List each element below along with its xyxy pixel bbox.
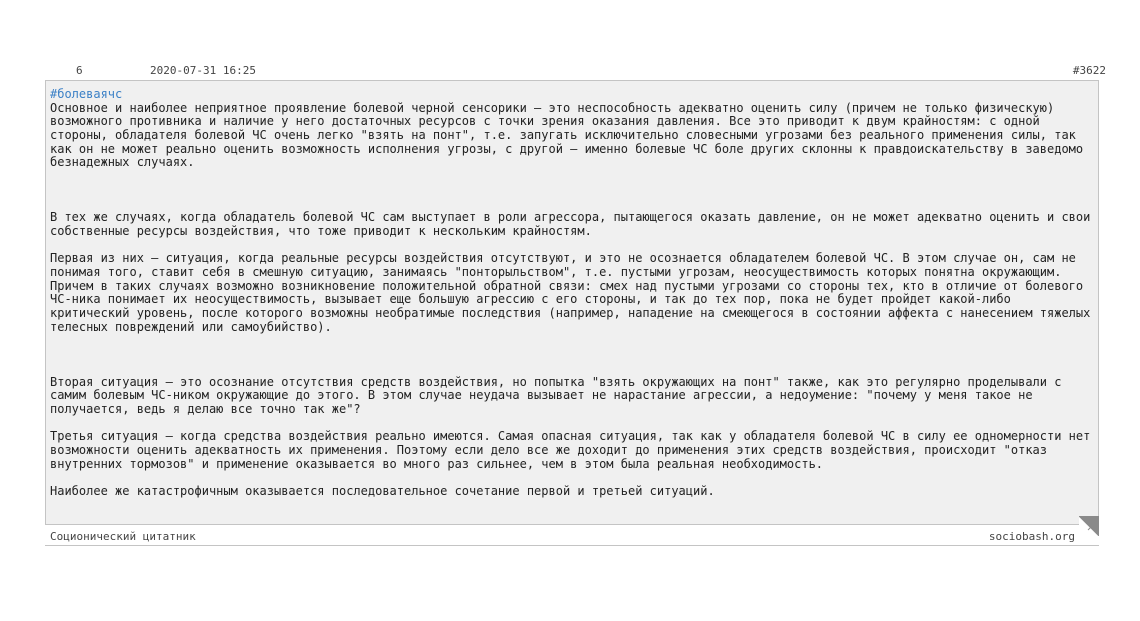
site-domain-link[interactable]: sociobash.org	[988, 530, 1075, 543]
quote-date: 2020-07-31 16:25	[150, 64, 256, 77]
quote-header	[45, 64, 1107, 80]
quote-tag-link[interactable]: #болеваячс	[50, 87, 123, 101]
site-name: Соционический цитатник	[50, 530, 196, 543]
quote-text: Основное и наиболее неприятное проявление болевой черной сенсорики — это неспособность адекватно оценить силу (причем не только физическую) возможного противника и наличие у него достаточных ресурсов с точки зрения оказания давления. Все это приводит к двум крайностям: с одной стороны, обладателя болевой ЧС очень легко "взять на понт", т.е. запугать исключительно словесными угрозами без реального применения силы, так как он не может реально оценить возможность исполнения угрозы, с другой — именно болевые ЧС боле других склонны к правдоискательству в заведомо безнадежных случаях. В тех же случаях, когда обладатель болевой ЧС сам выступает в роли агрессора, пытающегося оказать давление, он не может адекватно оценить и свои собственные ресурсы воздействия, что тоже приводит к нескольким крайностям. Первая из них — ситуация, когда реальные ресурсы воздействия отсутствуют, и это не осознается обладателем болевой ЧС. В этом случае он, сам не понимая того, ставит себя в смешную ситуацию, занимаясь "понторыльством", т.е. пустыми угрозам, неосуществимость которых понятна окружающим. Причем в таких случаях возможно возникновение положительной обратной связи: смех над пустыми угрозами со стороны тех, кто в отличие от болевого ЧС-ника понимает их неосуществимость, вызывает еще большую агрессию с его стороны, и так до тех пор, пока не будет пройдет какой-либо критический уровень, после которого возможны необратимые последствия (например, нападение на смеющегося в состоянии аффекта с нанесением тяжелых телесных повреждений или самоубийство). Вторая ситуация — это осознание отсутствия средств воздействия, но попытка "взять окружающих на понт" также, как это регулярно проделывали с самим болевым ЧС-ником окружающие до этого. В этом случае неудача вызывает не нарастание агрессии, а недоумение: "почему у меня такое не получается, ведь я делаю все точно так же"? Третья ситуация — когда средства воздействия реально имеются. Самая опасная ситуация, так как у обладателя болевой ЧС в силу ее одномерности нет возможности оценить адекватность их применения. Поэтому если дело все же доходит до применения этих средств воздействия, происходит "отказ внутренних тормозов" и применение оказывается во много раз сильнее, чем в этом была реальная необходимость. Наиболее же катастрофичным оказывается последовательное сочетание первой и третьей ситуаций.	[50, 100, 1091, 499]
quote-box	[45, 80, 1099, 525]
quote-footer	[45, 526, 1099, 546]
quote-id-link[interactable]: #3622	[1072, 64, 1106, 77]
quote-rating: 6	[76, 64, 83, 77]
